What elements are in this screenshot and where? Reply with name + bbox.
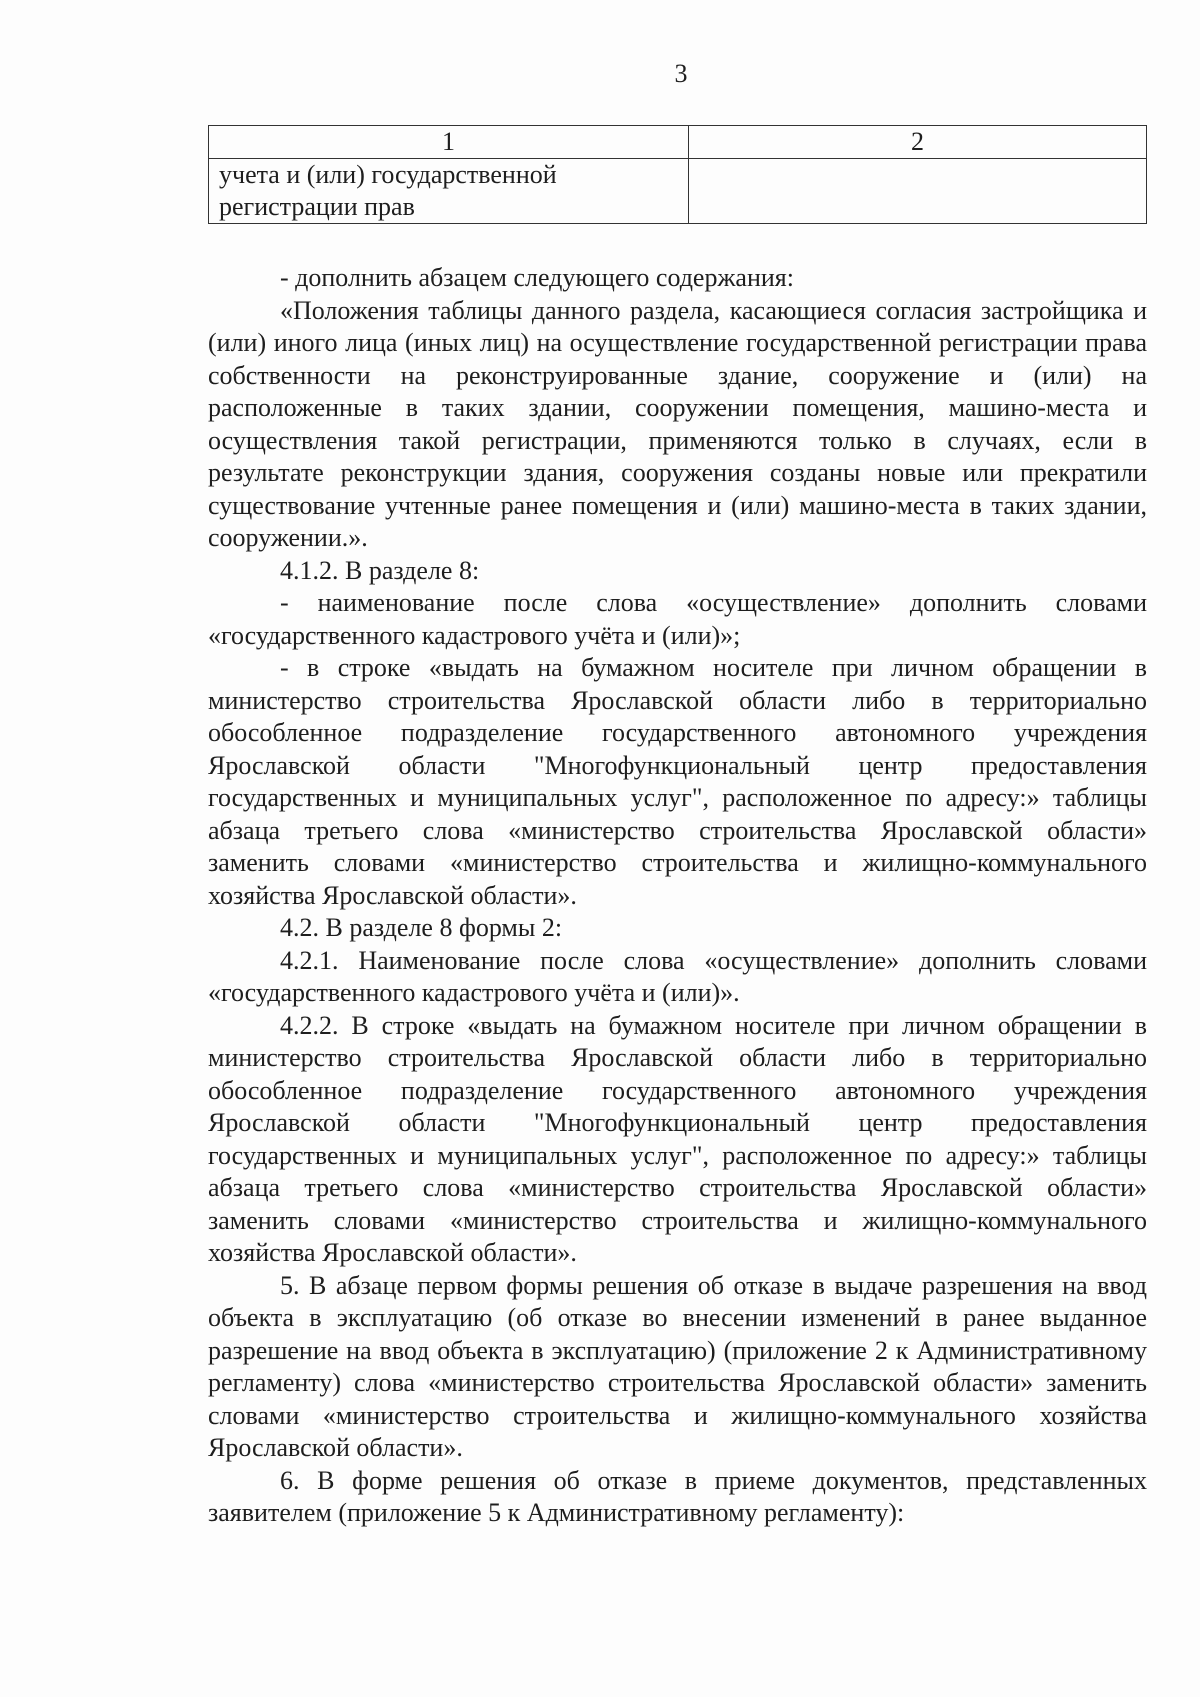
- paragraph: - дополнить абзацем следующего содержания:: [280, 263, 794, 292]
- page-number: 3: [674, 59, 688, 88]
- table-row: [209, 159, 1147, 224]
- table-header-row: [209, 126, 1147, 159]
- paragraph: 4.2. В разделе 8 формы 2:: [280, 913, 563, 942]
- paragraph: 4.2.1. Наименование после слова «осуществление» дополнить словами «государственного кадастрового учёта и (или)».: [208, 945, 1147, 1007]
- body-text: [208, 262, 1147, 1530]
- paragraph: 6. В форме решения об отказе в приеме документов, представленных заявителем (приложение 5 к Административному регламенту):: [208, 1465, 1147, 1527]
- table-cell: учета и (или) государственной регистрации прав: [209, 159, 689, 224]
- paragraph: «Положения таблицы данного раздела, касающиеся согласия застройщика и (или) иного лица (иных лиц) на осуществление государственной регистрации права собственности на реконструированные здание, сооружение и (или) на расположенные в таких здании, сооружении помещения, машино-места и осуществления такой регистрации, применяются только в случаях, если в результате реконструкции здания, сооружения созданы новые или прекратили существование учтенные ранее помещения и (или) машино-места в таких здании, сооружении.».: [208, 295, 1147, 552]
- paragraph: 4.2.2. В строке «выдать на бумажном носителе при личном обращении в министерство строительства Ярославской области либо в территориально обособленное подразделение государственного автономного учреждения Ярославской области "Многофункциональный центр предоставления государственных и муниципальных услуг", расположенное по адресу:» таблицы абзаца третьего слова «министерство строительства Ярославской области» заменить словами «министерство строительства и жилищно-коммунального хозяйства Ярославской области».: [208, 1010, 1147, 1267]
- table-header-cell: 1: [209, 126, 689, 159]
- table-cell: [689, 159, 1147, 224]
- paragraph: - в строке «выдать на бумажном носителе при личном обращении в министерство строительства Ярославской области либо в территориально обособленное подразделение государственного автономного учреждения Ярославской области "Многофункциональный центр предоставления государственных и муниципальных услуг", расположенное по адресу:» таблицы абзаца третьего слова «министерство строительства Ярославской области» заменить словами «министерство строительства и жилищно-коммунального хозяйства Ярославской области».: [208, 653, 1147, 910]
- paragraph: - наименование после слова «осуществление» дополнить словами «государственного кадастрового учёта и (или)»;: [208, 588, 1147, 650]
- table-fragment: [208, 125, 1147, 224]
- table-header-cell: 2: [689, 126, 1147, 159]
- paragraph: 5. В абзаце первом формы решения об отказе в выдаче разрешения на ввод объекта в эксплуатацию (об отказе во внесении изменений в ранее выданное разрешение на ввод объекта в эксплуатацию) (приложение 2 к Административному регламенту) слова «министерство строительства Ярославской области» заменить словами «министерство строительства и жилищно-коммунального хозяйства Ярославской области».: [208, 1270, 1147, 1462]
- paragraph: 4.1.2. В разделе 8:: [280, 555, 480, 585]
